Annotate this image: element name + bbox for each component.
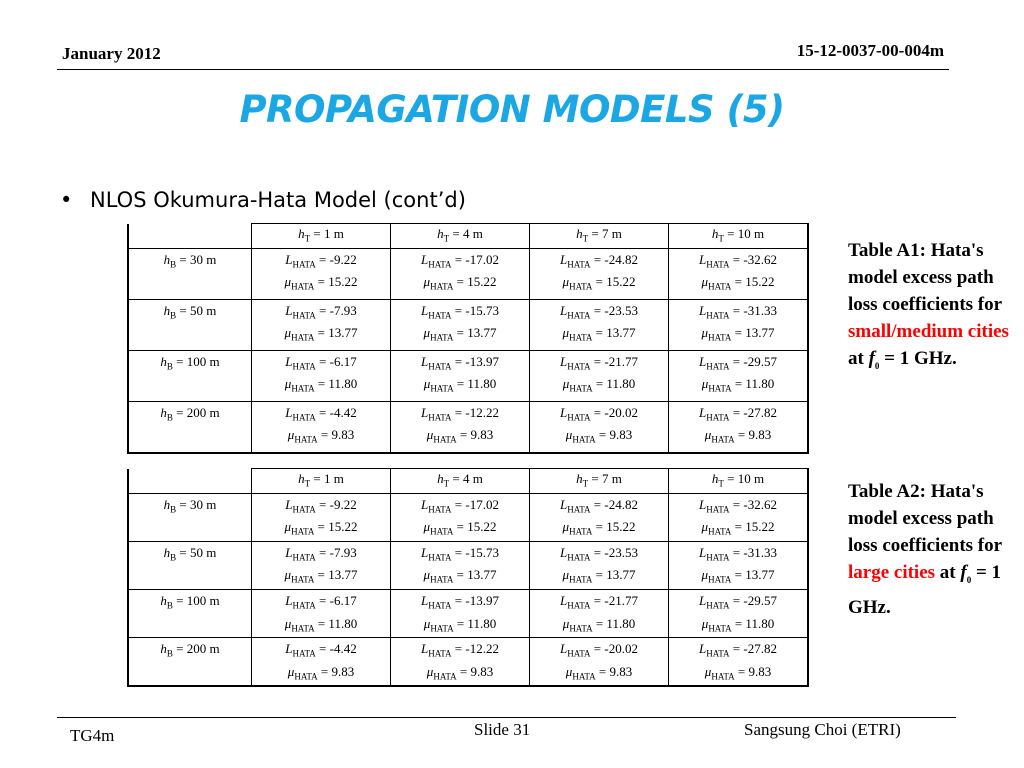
table-cell: $L_{HATA} = -13.97$ $\mu_{HATA} = 11.80$ xyxy=(391,589,530,637)
caption-highlight: large cities xyxy=(848,562,936,583)
row-header: $h_B = 30$ m xyxy=(128,493,252,541)
table-cell: $L_{HATA} = -6.17$ $\mu_{HATA} = 11.80$ xyxy=(252,589,391,637)
bullet-dot: • xyxy=(60,188,73,212)
table-row xyxy=(128,589,808,637)
col-header: $h_T = 4$ m xyxy=(391,469,530,494)
slide-number: Slide 31 xyxy=(474,720,531,739)
table-cell: $L_{HATA} = -4.42$ $\mu_{HATA} = 9.83$ xyxy=(252,401,391,453)
footer-author: Sangsung Choi (ETRI) xyxy=(744,720,901,739)
table-cell: $L_{HATA} = -31.33$ $\mu_{HATA} = 13.77$ xyxy=(669,541,809,589)
table-cell: $L_{HATA} = -31.33$ $\mu_{HATA} = 13.77$ xyxy=(669,299,809,350)
col-header: $h_T = 1$ m xyxy=(252,469,391,494)
caption-table-a1: Table A1: Hata's model excess path loss coefficients for small/medium cities at $f_0 = 1$ GHz. xyxy=(848,240,1009,371)
table-cell: $L_{HATA} = -7.93$ $\mu_{HATA} = 13.77$ xyxy=(252,299,391,350)
col-header: $h_T = 7$ m xyxy=(530,224,669,249)
slide-title: PROPAGATION MODELS (5) xyxy=(239,88,785,131)
table-cell: $L_{HATA} = -13.97$ $\mu_{HATA} = 11.80$ xyxy=(391,350,530,401)
table-cell: $L_{HATA} = -21.77$ $\mu_{HATA} = 11.80$ xyxy=(530,350,669,401)
caption-highlight: small/medium cities xyxy=(848,321,1009,342)
bullet-item xyxy=(60,188,466,212)
caption-table-a2: Table A2: Hata's model excess path loss coefficients for large cities at $f_0 = 1$ GHz. xyxy=(848,481,1002,618)
table-cell: $L_{HATA} = -17.02$ $\mu_{HATA} = 15.22$ xyxy=(391,493,530,541)
row-header: $h_B = 100$ m xyxy=(128,589,252,637)
footer-rule xyxy=(57,717,956,718)
table-a1 xyxy=(127,223,809,454)
table-cell: $L_{HATA} = -20.02$ $\mu_{HATA} = 9.83$ xyxy=(530,638,669,687)
table-cell: $L_{HATA} = -21.77$ $\mu_{HATA} = 11.80$ xyxy=(530,589,669,637)
table-cell: $L_{HATA} = -12.22$ $\mu_{HATA} = 9.83$ xyxy=(391,401,530,453)
table-cell: $L_{HATA} = -24.82$ $\mu_{HATA} = 15.22$ xyxy=(530,248,669,299)
corner-cell xyxy=(128,224,252,249)
corner-cell xyxy=(128,469,252,494)
row-header: $h_B = 50$ m xyxy=(128,299,252,350)
table-a2 xyxy=(127,468,809,687)
table-cell: $L_{HATA} = -15.73$ $\mu_{HATA} = 13.77$ xyxy=(391,541,530,589)
table-row xyxy=(128,638,808,687)
row-header: $h_B = 30$ m xyxy=(128,248,252,299)
table-cell: $L_{HATA} = -23.53$ $\mu_{HATA} = 13.77$ xyxy=(530,299,669,350)
row-header: $h_B = 200$ m xyxy=(128,401,252,453)
col-header: $h_T = 1$ m xyxy=(252,224,391,249)
table-row xyxy=(128,401,808,453)
header-date: January 2012 xyxy=(62,44,161,63)
table-cell: $L_{HATA} = -32.62$ $\mu_{HATA} = 15.22$ xyxy=(669,248,809,299)
table-cell: $L_{HATA} = -9.22$ $\mu_{HATA} = 15.22$ xyxy=(252,248,391,299)
table-cell: $L_{HATA} = -32.62$ $\mu_{HATA} = 15.22$ xyxy=(669,493,809,541)
table-header-row xyxy=(128,224,808,249)
col-header: $h_T = 10$ m xyxy=(669,469,809,494)
table-row xyxy=(128,541,808,589)
table-cell: $L_{HATA} = -29.57$ $\mu_{HATA} = 11.80$ xyxy=(669,589,809,637)
table-cell: $L_{HATA} = -27.82$ $\mu_{HATA} = 9.83$ xyxy=(669,401,809,453)
table-cell: $L_{HATA} = -4.42$ $\mu_{HATA} = 9.83$ xyxy=(252,638,391,687)
table-row xyxy=(128,350,808,401)
table-cell: $L_{HATA} = -27.82$ $\mu_{HATA} = 9.83$ xyxy=(669,638,809,687)
col-header: $h_T = 10$ m xyxy=(669,224,809,249)
header-rule xyxy=(57,69,949,70)
table-cell: $L_{HATA} = -7.93$ $\mu_{HATA} = 13.77$ xyxy=(252,541,391,589)
row-header: $h_B = 50$ m xyxy=(128,541,252,589)
col-header: $h_T = 4$ m xyxy=(391,224,530,249)
table-cell: $L_{HATA} = -29.57$ $\mu_{HATA} = 11.80$ xyxy=(669,350,809,401)
table-row xyxy=(128,493,808,541)
table-header-row xyxy=(128,469,808,494)
table-cell: $L_{HATA} = -6.17$ $\mu_{HATA} = 11.80$ xyxy=(252,350,391,401)
table-cell: $L_{HATA} = -17.02$ $\mu_{HATA} = 15.22$ xyxy=(391,248,530,299)
table-row xyxy=(128,248,808,299)
table-cell: $L_{HATA} = -23.53$ $\mu_{HATA} = 13.77$ xyxy=(530,541,669,589)
footer-group: TG4m xyxy=(70,726,115,745)
table-row xyxy=(128,299,808,350)
table-cell: $L_{HATA} = -12.22$ $\mu_{HATA} = 9.83$ xyxy=(391,638,530,687)
table-cell: $L_{HATA} = -20.02$ $\mu_{HATA} = 9.83$ xyxy=(530,401,669,453)
col-header: $h_T = 7$ m xyxy=(530,469,669,494)
row-header: $h_B = 200$ m xyxy=(128,638,252,687)
table-cell: $L_{HATA} = -24.82$ $\mu_{HATA} = 15.22$ xyxy=(530,493,669,541)
row-header: $h_B = 100$ m xyxy=(128,350,252,401)
table-cell: $L_{HATA} = -9.22$ $\mu_{HATA} = 15.22$ xyxy=(252,493,391,541)
header-doc-id: 15-12-0037-00-004m xyxy=(796,41,944,60)
table-cell: $L_{HATA} = -15.73$ $\mu_{HATA} = 13.77$ xyxy=(391,299,530,350)
bullet-text: NLOS Okumura-Hata Model (cont’d) xyxy=(90,188,466,212)
